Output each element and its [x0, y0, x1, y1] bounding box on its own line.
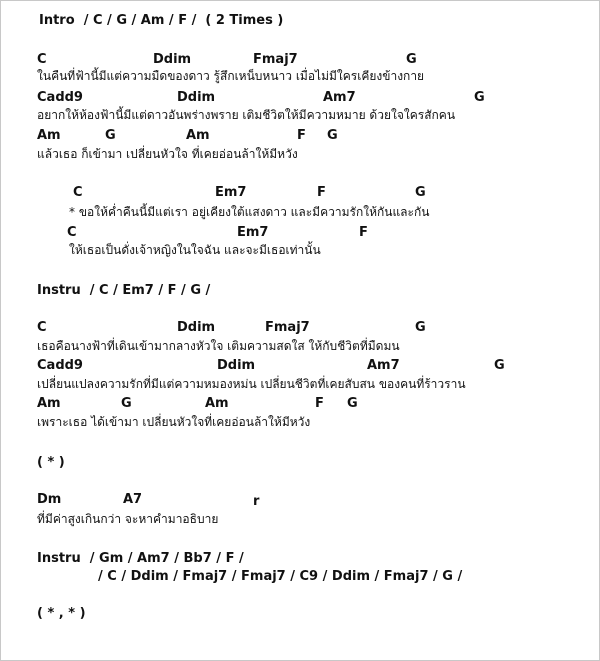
- chord: r: [253, 494, 260, 509]
- repeat-marker: ( * ): [37, 455, 65, 470]
- chord: Am: [205, 396, 229, 411]
- chord: Em7: [215, 185, 247, 200]
- chord: Cadd9: [37, 358, 83, 373]
- lyric-line: ที่มีค่าสูงเกินกว่า จะหาคำมาอธิบาย: [37, 512, 219, 526]
- chord: Ddim: [217, 358, 256, 373]
- chord: C: [37, 52, 47, 67]
- chord: Am7: [367, 358, 400, 373]
- chord: G: [105, 128, 116, 143]
- lyric-line: เพราะเธอ ได้เข้ามา เปลี่ยนหัวใจที่เคยอ่อนล้าให้มีหวัง: [37, 415, 311, 429]
- chord: Em7: [237, 225, 269, 240]
- chord: F: [317, 185, 326, 200]
- chord: Ddim: [177, 320, 216, 335]
- chord: Am: [186, 128, 210, 143]
- chord: G: [121, 396, 132, 411]
- chord: G: [327, 128, 338, 143]
- chord: G: [474, 90, 485, 105]
- lyric-line: อยากให้ห้องฟ้านี้มีแต่ดาวอันพร่างพราย เติมชีวิตให้มีความหมาย ด้วยใจใครสักคน: [37, 108, 456, 122]
- chord: G: [494, 358, 505, 373]
- chord: Dm: [37, 492, 62, 507]
- chord: A7: [123, 492, 143, 507]
- chord: Ddim: [177, 90, 216, 105]
- chord: Am7: [323, 90, 356, 105]
- chord: F: [297, 128, 306, 143]
- chord: G: [415, 185, 426, 200]
- lyric-line: เปลี่ยนแปลงความรักที่มีแต่ความหมองหม่น เปลี่ยนชีวิตที่เคยสับสน ของคนที่ร้าวราน: [37, 377, 466, 391]
- chord: F: [315, 396, 324, 411]
- intro-line: Intro / C / G / Am / F / ( 2 Times ): [39, 13, 284, 28]
- chord: C: [37, 320, 47, 335]
- chord: Cadd9: [37, 90, 83, 105]
- lyric-line: ในคืนที่ฟ้านี้มีแต่ความมืดของดาว รู้สึกเหน็บหนาว เมื่อไม่มีใครเคียงข้างกาย: [37, 69, 425, 83]
- lyric-line: ให้เธอเป็นดั่งเจ้าหญิงในใจฉัน และจะมีเธอเท่านั้น: [69, 243, 321, 257]
- chord: Fmaj7: [265, 320, 310, 335]
- instru-line: / C / Ddim / Fmaj7 / Fmaj7 / C9 / Ddim / Fmaj7 / G /: [98, 569, 463, 584]
- chord: F: [359, 225, 368, 240]
- lyric-line: * ขอให้ค่ำคืนนี้มีแต่เรา อยู่เคียงใต้แสงดาว และมีความรักให้กันและกัน: [69, 205, 430, 219]
- chord: C: [67, 225, 77, 240]
- chord: Am: [37, 396, 61, 411]
- chord: Am: [37, 128, 61, 143]
- lyric-line: เธอคือนางฟ้าที่เดินเข้ามากลางหัวใจ เติมความสดใส ให้กับชีวิตที่มืดมน: [37, 339, 400, 353]
- chord: G: [415, 320, 426, 335]
- instru-line: Instru / C / Em7 / F / G /: [37, 283, 211, 298]
- chord: G: [347, 396, 358, 411]
- chord: C: [73, 185, 83, 200]
- instru-line: Instru / Gm / Am7 / Bb7 / F /: [37, 551, 244, 566]
- chord: Ddim: [153, 52, 192, 67]
- lyric-line: แล้วเธอ ก็เข้ามา เปลี่ยนหัวใจ ที่เคยอ่อนล้าให้มีหวัง: [37, 147, 298, 161]
- chord: Fmaj7: [253, 52, 298, 67]
- chord: G: [406, 52, 417, 67]
- repeat-marker: ( * , * ): [37, 606, 86, 621]
